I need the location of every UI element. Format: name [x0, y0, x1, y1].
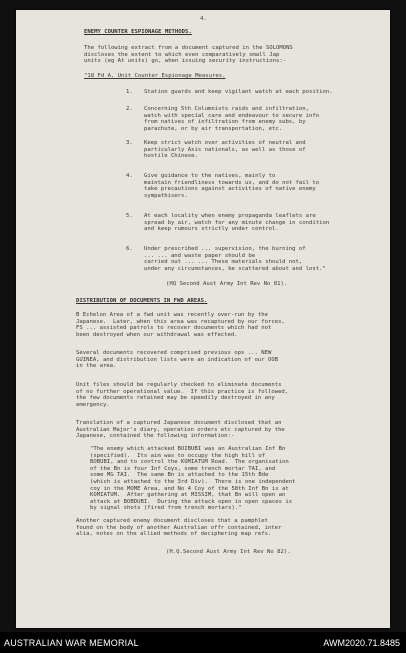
quote-title: "18 Fd A. Unit Counter Espionage Measures.	[84, 73, 226, 79]
paragraph-b-echelon: B Echelon Area of a fwd unit was recently over-run by the Japanese. Later, when this area was recaptured by our forces, FS ... assisted patrols to recover documents which had not been destroyed when our withdrawal was effected.	[76, 312, 285, 338]
paragraph-documents-recovered: Several documents recovered comprised previous ops ... NEW GUINEA, and distribution lists were an indication of our OOB in the area.	[76, 350, 279, 370]
heading-distribution: DISTRIBUTION OF DOCUMENTS IN FWD AREAS.	[76, 298, 208, 304]
footer-accession-number: AWM2020.71.8485	[323, 638, 400, 648]
measure-4-text: Give guidance to the natives, mainly to maintain friendliness towards us, and do not fail to take precautions against activities of native enemy sympathisers.	[144, 173, 320, 199]
measure-6-number: 6.	[126, 246, 133, 252]
measure-3-text: Keep strict watch over activities of neutral and particularly Axis nationals, as well as those of hostile Chinese.	[144, 140, 306, 160]
source-reference-2: (H.Q.Second Aust Army Int Rev No 82).	[166, 549, 291, 555]
measure-1-number: 1.	[126, 89, 133, 95]
footer-bar	[0, 632, 406, 653]
measure-3-number: 3.	[126, 140, 133, 146]
measure-4-number: 4.	[126, 173, 133, 179]
measure-1-text: Station guards and keep vigilant watch at each position.	[144, 89, 333, 95]
paragraph-unit-files: Unit files should be regularly checked to eliminate documents of no further operational value. If this practice is followed, the few documents retained may be speedily destroyed in any emergency.	[76, 382, 289, 408]
measure-6-text: Under prescribed ... supervision, the burning of ... ... and waste paper should be carried out ... ... These materials should not, under any circumstances, be scattered about and lost."	[144, 246, 326, 272]
heading-counter-espionage: ENEMY COUNTER ESPIONAGE METHODS.	[84, 29, 192, 35]
document-page	[16, 10, 390, 628]
paragraph-translation: Translation of a captured Japanese document disclosed that an Australian Major's diary, operation orders etc captured by the Japanese, contained the following information:-	[76, 420, 285, 440]
page-number: 4.	[200, 16, 207, 22]
measure-5-number: 5.	[126, 213, 133, 219]
intro-paragraph: The following extract from a document captured in the SOLOMONS discloses the extent to which even comparatively small Jap units (eg At units) go, when issuing security instructions:-	[84, 45, 293, 65]
measure-5-text: At each locality when enemy propaganda leaflets are spread by air, watch for any minute change in condition and keep rumours strictly under control.	[144, 213, 330, 233]
footer-institution: AUSTRALIAN WAR MEMORIAL	[4, 638, 139, 648]
quote-enemy-attack: "The enemy which attacked BOIBUBI was an Australian Inf Bn (specified). Its aim was to occupy the high hill of BOBUBI, and to control the KOMIATUM Road. The organisation of the Bn is four Inf Coys, some trench mortar TAI, and some MG TAI. The same Bn is attached to the 15th Bde (which is attached to the 3rd Div). There is one independent coy in the MOME Area, and No 4 Coy of the 58th Inf Bn is at KOMIATUM. After gathering at MISSIM, that Bn will open an attack at BOBDUBI. During the attack open in open spaces is by signal shots (fired from trench mortars)."	[90, 446, 296, 512]
source-reference-1: (HQ Second Aust Army Int Rev No 81).	[166, 281, 288, 287]
paragraph-pamphlet: Another captured enemy document discloses that a pamphlet found on the body of another Australian offr contained, inter alia, notes on the allied methods of deciphering map refs.	[76, 518, 282, 538]
measure-2-text: Concerning 5th Columnists raids and infiltration, watch with special care and endeavour to secure info from natives of infiltration from enemy subs, by parachute, or by air transportation, etc.	[144, 106, 320, 132]
measure-2-number: 2.	[126, 106, 133, 112]
